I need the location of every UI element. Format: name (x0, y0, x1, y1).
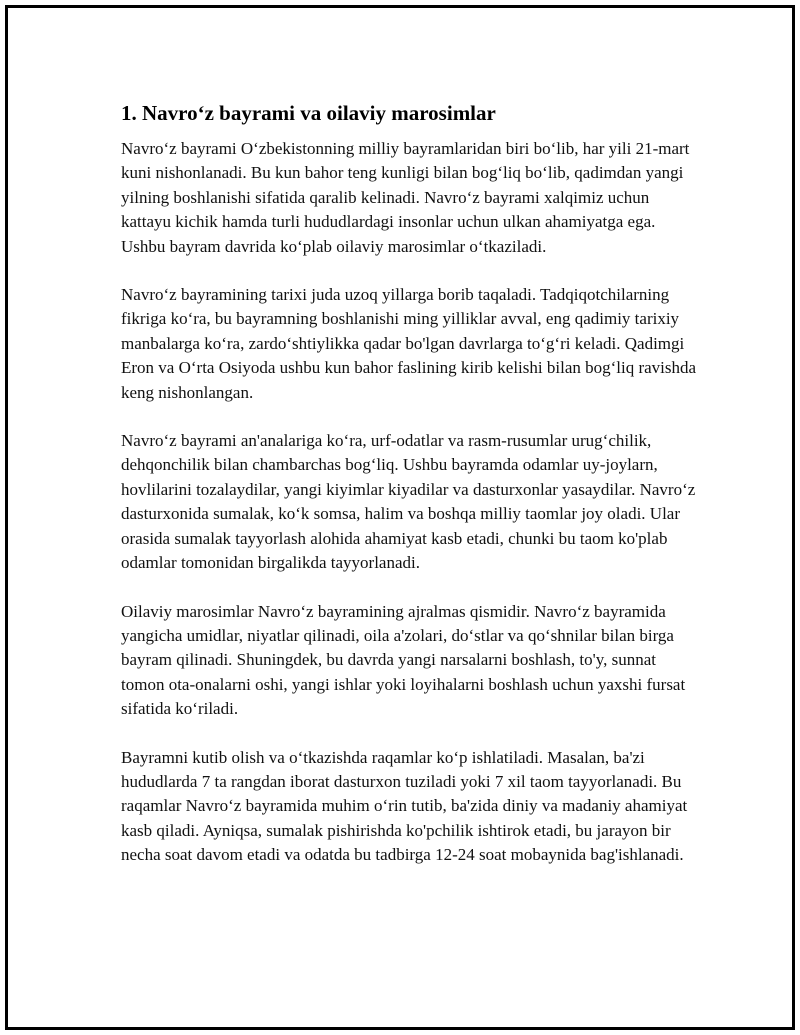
document-body (121, 99, 703, 892)
paragraph-1: Navro‘z bayrami O‘zbekistonning milliy bayramlaridan biri bo‘lib, har yili 21-mart kuni nishonlanadi. Bu kun bahor teng kunligi bilan bog‘liq bo‘lib, qadimdan yangi yilning boshlanishi sifatida qaralib kelinadi. Navro‘z bayrami xalqimiz uchun kattayu kichik hamda turli hududlardagi insonlar uchun ulkan ahamiyatga ega. Ushbu bayram davrida ko‘plab oilaviy marosimlar o‘tkaziladi. (121, 139, 690, 256)
paragraph-4: Oilaviy marosimlar Navro‘z bayramining ajralmas qismidir. Navro‘z bayramida yangicha umidlar, niyatlar qilinadi, oila a'zolari, do‘stlar va qo‘shnilar bilan birga bayram qilinadi. Shuningdek, bu davrda yangi narsalarni boshlash, to'y, sunnat tomon ota-onalarni oshi, yangi ishlar yoki loyihalarni boshlash uchun yaxshi fursat sifatida ko‘riladi. (121, 601, 686, 719)
paragraph-2: Navro‘z bayramining tarixi juda uzoq yillarga borib taqaladi. Tadqiqotchilarning fikriga ko‘ra, bu bayramning boshlanishi ming yilliklar avval, eng qadimiy tarixiy manbalarga ko‘ra, zardo‘shtiylikka qadar bo'lgan davrlarga to‘g‘ri keladi. Qadimgi Eron va O‘rta Osiyoda ushbu kun bahor faslining kirib kelishi bilan bog‘liq ravishda keng nishonlangan. (121, 285, 697, 402)
page-border (5, 5, 795, 1030)
paragraph-3: Navro‘z bayrami an'analariga ko‘ra, urf-odatlar va rasm-rusumlar urug‘chilik, dehqonchilik bilan chambarchas bog‘liq. Ushbu bayramda odamlar uy-joylarn, hovlilarini tozalaydilar, yangi kiyimlar kiyadilar va dasturxonlar yasaydilar. Navro‘z dasturxonida sumalak, ko‘k somsa, halim va boshqa milliy taomlar joy oladi. Ular orasida sumalak tayyorlash alohida ahamiyat kasb etadi, chunki bu taom ko'plab odamlar tomonidan birgalikda tayyorlanadi. (121, 431, 696, 573)
section-heading: 1. Navro‘z bayrami va oilaviy marosimlar (121, 101, 496, 125)
paragraph-5: Bayramni kutib olish va o‘tkazishda raqamlar ko‘p ishlatiladi. Masalan, ba'zi hududlarda 7 ta rangdan iborat dasturxon tuziladi yoki 7 xil taom tayyorlanadi. Bu raqamlar Navro‘z bayramida muhim o‘rin tutib, ba'zida diniy va madaniy ahamiyat kasb qiladi. Ayniqsa, sumalak pishirishda ko'pchilik ishtirok etadi, bu jarayon bir necha soat davom etadi va odatda bu tadbirga 12-24 soat mobaynida bag'ishlanadi. (121, 747, 688, 865)
